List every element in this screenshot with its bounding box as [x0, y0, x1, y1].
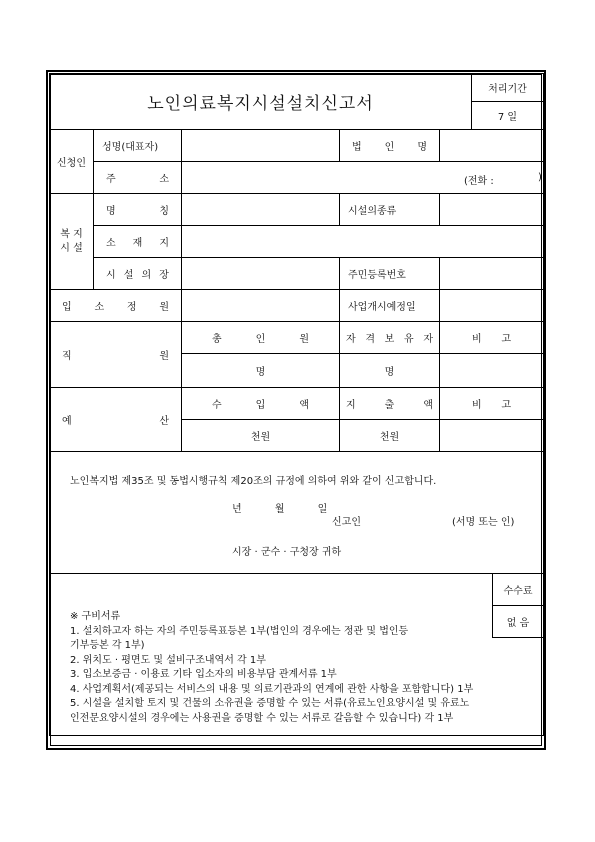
fee-value: 없 음	[493, 606, 544, 638]
declaration-text: 노인복지법 제35조 및 동법시행규칙 제20조의 규정에 의하여 위와 같이 신고합니다.	[70, 476, 437, 487]
document-item: 인전문요양시설의 경우에는 사용권을 증명할 수 있는 서류로 갈음할 수 있습니다) 각 1부	[70, 712, 454, 724]
form-title: 노인의료복지시설설치신고서	[50, 74, 472, 130]
income-field[interactable]: 천원	[182, 420, 340, 452]
expense-label: 지 출 액	[346, 400, 433, 411]
facility-section-label	[50, 194, 94, 290]
resident-number-label: 주민등록번호	[340, 258, 440, 290]
staff-label: 직 원	[62, 351, 169, 362]
phone-close: )	[538, 172, 542, 183]
expense-field[interactable]: 천원	[340, 420, 440, 452]
declarant-label: 신고인	[332, 517, 361, 528]
facility-label-line-2: 시 설	[60, 242, 83, 254]
processing-period-value: 7 일	[472, 102, 544, 130]
corporation-name-field[interactable]	[440, 130, 544, 162]
qualified-staff-label: 자 격 보 유 자	[346, 334, 433, 345]
capacity-field[interactable]	[182, 290, 340, 322]
qualified-staff-field[interactable]: 명	[340, 354, 440, 388]
required-documents-section	[50, 574, 544, 736]
fee-label: 수수료	[493, 574, 544, 606]
facility-label-line-1: 복 지	[60, 228, 83, 240]
applicant-name-label: 성명(대표자)	[94, 130, 182, 162]
declaration-section	[50, 452, 544, 574]
location-field[interactable]	[182, 226, 544, 258]
address-field[interactable]	[182, 162, 544, 194]
document-item: 1. 설치하고자 하는 자의 주민등록표등본 1부(법인의 경우에는 정관 및 법인등	[70, 625, 409, 637]
corporation-name-label: 법 인 명	[352, 142, 427, 153]
phone-label: (전화 :	[464, 176, 494, 187]
budget-label: 예 산	[62, 416, 169, 427]
capacity-label: 입 소 정 원	[62, 302, 169, 313]
document-item: 기부등본 각 1부)	[70, 640, 145, 651]
document-item: 2. 위치도 · 평면도 및 설비구조내역서 각 1부	[70, 654, 266, 666]
application-form-table	[49, 73, 544, 736]
document-item: 5. 시설을 설치할 토지 및 건물의 소유권을 증명할 수 있는 서류(유료노인요양시설 및 유료노	[70, 698, 470, 709]
document-item: 4. 사업계획서(제공되는 서비스의 내용 및 의료기관과의 연계에 관한 사항을 포함합니다) 1부	[70, 683, 474, 695]
address-label: 주 소	[106, 174, 169, 185]
staff-remarks-field[interactable]	[440, 354, 544, 388]
addressee: 시장 · 군수 · 구청장 귀하	[232, 547, 342, 558]
facility-type-field[interactable]	[440, 194, 544, 226]
facility-name-label: 명 칭	[106, 206, 169, 217]
director-label: 시 설 의 장	[106, 270, 169, 281]
applicant-section-label: 신청인	[50, 130, 94, 194]
signature-label[interactable]: (서명 또는 인)	[452, 517, 515, 528]
facility-name-field[interactable]	[182, 194, 340, 226]
declaration-date-line[interactable]: 년 월 일	[232, 504, 328, 515]
resident-number-field[interactable]	[440, 258, 544, 290]
director-field[interactable]	[182, 258, 340, 290]
budget-remarks-label: 비 고	[472, 400, 511, 411]
documents-heading: ※ 구비서류	[70, 611, 121, 622]
staff-total-field[interactable]: 명	[182, 354, 340, 388]
income-label: 수 입 액	[212, 400, 309, 411]
processing-period-label: 처리기간	[472, 74, 544, 102]
location-label: 소 재 지	[106, 238, 169, 249]
staff-total-label: 총 인 원	[212, 334, 309, 345]
start-date-label: 사업개시예정일	[340, 290, 440, 322]
budget-remarks-field[interactable]	[440, 420, 544, 452]
document-item: 3. 입소보증금 · 이용료 기타 입소자의 비용부담 관계서류 1부	[70, 669, 337, 680]
facility-type-label: 시설의종류	[340, 194, 440, 226]
start-date-field[interactable]	[440, 290, 544, 322]
applicant-name-field[interactable]	[182, 130, 340, 162]
staff-remarks-label: 비 고	[472, 334, 511, 345]
